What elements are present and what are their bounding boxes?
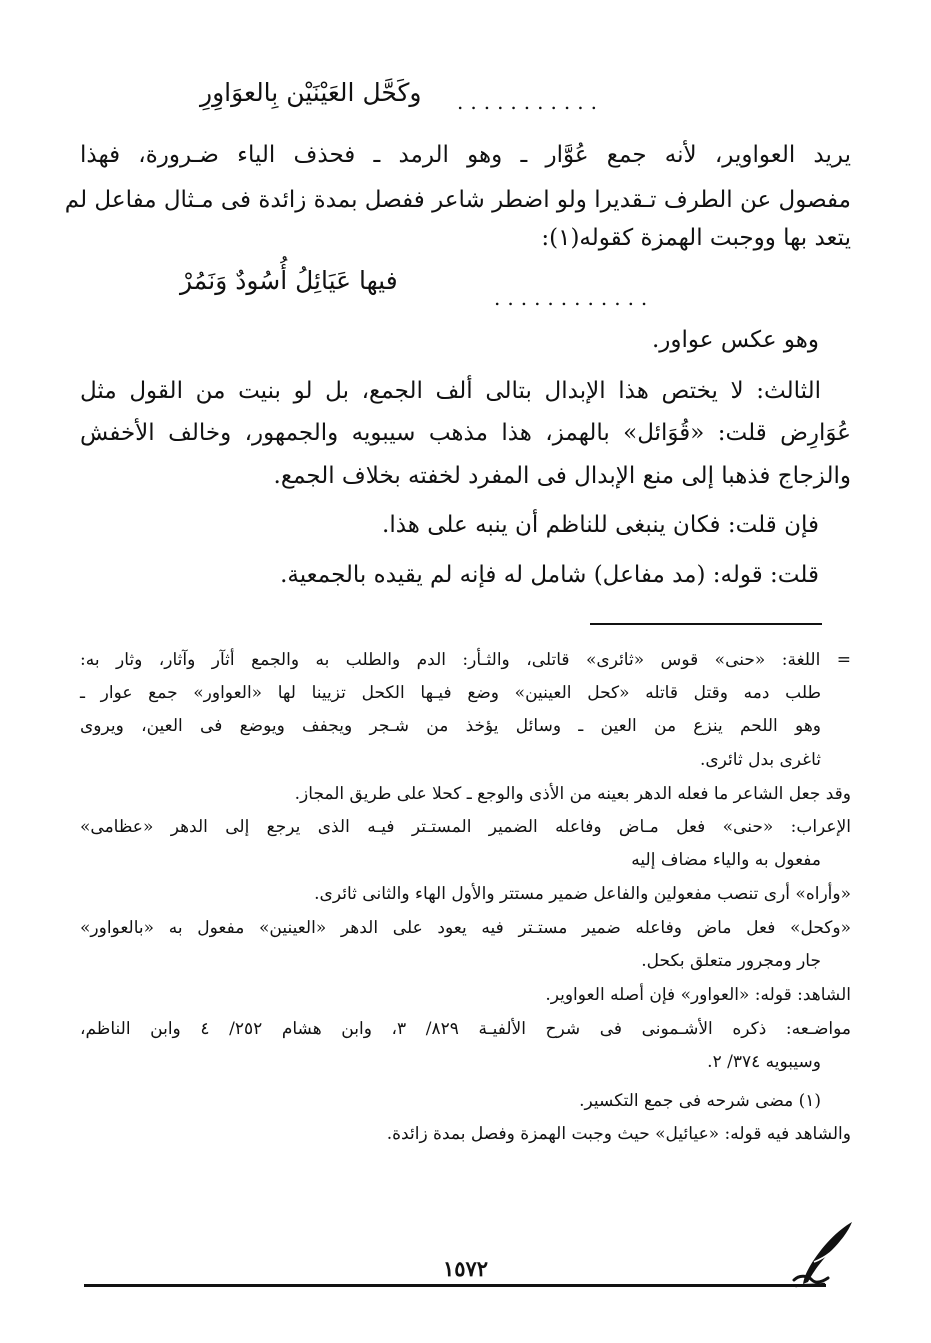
verse-line: فيها عَيَائِلُ أُسُودٌ وَنَمُرْ [180,266,398,295]
footnote-line: الإعراب: «حنى» فعل مـاض وفاعله الضمير المستـتر فيـه الذى يرجع إلى الدهر «عظامى» [80,817,851,837]
body-line: وهو عكس عواور. [651,327,819,353]
footnote-separator [590,623,822,625]
verse-ellipsis: ............ [494,286,655,310]
footnote-line: «وأراه» أرى تنصب مفعولين والفاعل ضمير مستتر والأول الهاء والثانى ثائرى. [314,884,851,904]
footnote-line: طلب دمه وقتل قاتله «كحل العينين» وضع فيـها الكحل تزيينا لها «العواور» جمع عوار ـ [80,683,821,703]
footnote-line: وسيبويه ٣٧٤/ ٢. [707,1052,821,1072]
footnote-line: «وكحل» فعل ماض وفاعله ضمير مستـتر فيه يعود على الدهر «العينين» مفعول به «بالعواور» [80,918,851,938]
body-line: قلت: قوله: (مد مفاعل) شامل له فإنه لم يقيده بالجمعية. [280,562,819,588]
footnote-line: وهو اللحم ينزع من العين ـ وسائل يؤخذ من شـجر ويجفف ويوضع فى العين، ويروى [80,716,821,736]
page-number: ١٥٧٢ [442,1256,489,1281]
footnote-line: مواضـعه: ذكره الأشـمونى فى شرح الألفيـة ٨٢٩/ ٣، وابن هشام ٢٥٢/ ٤ وابن الناظم، [80,1019,852,1039]
body-line: عُوَارِض قلت: «قُوَائل» بالهمز، هذا مذهب سيبويه والجمهور، وخالف الأخفش [80,420,851,446]
body-line: يتعد بها ووجبت الهمزة كقوله(١): [541,225,851,251]
body-line: مفصول عن الطرف تـقديرا ولو اضطر شاعر ففصل بمدة زائدة فى مـثال مفاعل لم [64,187,851,213]
footnote-line: الشاهد: قوله: «العواور» فإن أصله العواوير. [545,985,851,1005]
body-line: الثالث: لا يختص هذا الإبدال بتالى ألف الجمع، بل لو بنيت من القول مثل [80,378,821,404]
verse-line: وكَحَّل العَيْنَيْن بِالعوَاوِرِ [200,78,422,107]
footnote-line: ثاغرى بدل ثائرى. [699,750,821,770]
footnote-line: = اللغة: «حنى» قوس «ثائرى» قاتلى، والثـأر: الدم والطلب به والجمع أثآر وآثار، وثار به: [80,650,851,670]
footnote-line: وقد جعل الشاعر ما فعله الدهر بعينه من الأذى والوجع ـ كحلا على طريق المجاز. [294,784,851,804]
footnote-line: مفعول به والياء مضاف إليه [631,850,821,870]
footnote-line: (١) مضى شرحه فى جمع التكسير. [579,1091,821,1111]
footnote-line: جار ومجرور متعلق بكحل. [641,951,821,971]
footer-rule [84,1284,826,1287]
body-line: والزجاج فذهبا إلى منع الإبدال فى المفرد لخفته بخلاف الجمع. [273,463,851,489]
body-line: فإن قلت: فكان ينبغى للناظم أن ينبه على هذا. [382,512,819,538]
verse-ellipsis: ........... [457,90,604,114]
footnote-line: والشاهد فيه قوله: «عيائيل» حيث وجبت الهمزة وفصل بمدة زائدة. [386,1124,851,1144]
body-line: يريد العواوير، لأنه جمع عُوَّار ـ وهو الرمد ـ فحذف الياء ضـرورة، فهذا [80,142,851,168]
quill-logo-icon [790,1218,860,1290]
